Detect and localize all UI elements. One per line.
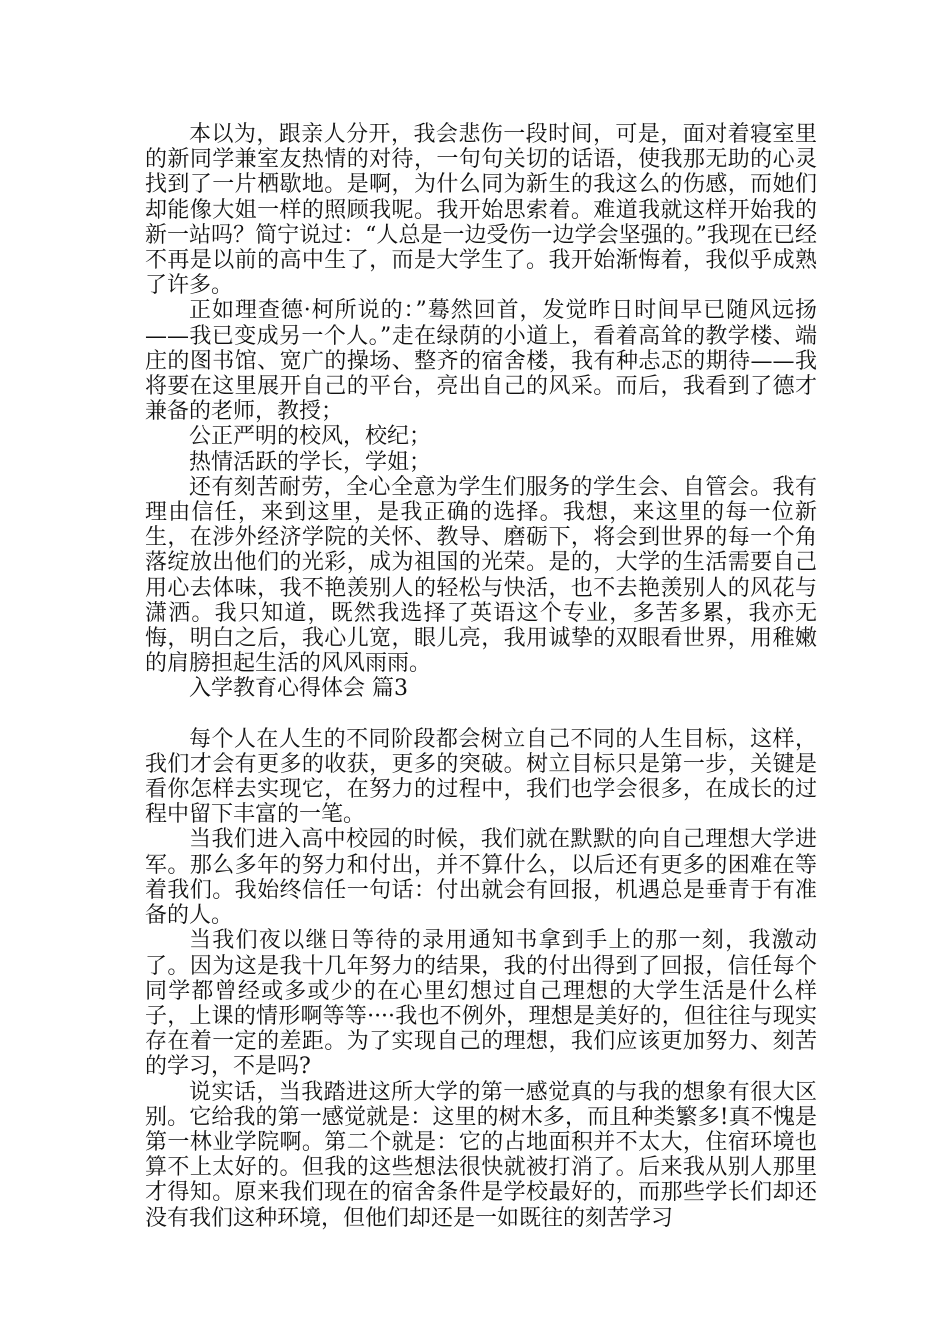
document-body	[145, 122, 817, 1231]
paragraph-8: 当我们夜以继日等待的录用通知书拿到手上的那一刻，我激动了。因为这是我十几年努力的结果，我的付出得到了回报，信任每个同学都曾经或多或少的在心里幻想过自己理想的大学生活是什么样子，上课的情形啊等等····我也不例外，理想是美好的，但往往与现实存在着一定的差距。为了实现自己的理想，我们应该更加努力、刻苦的学习，不是吗?	[145, 928, 817, 1080]
paragraph-3: 公正严明的校风，校纪；	[189, 424, 432, 450]
paragraph-1: 本以为，跟亲人分开，我会悲伤一段时间，可是，面对着寝室里的新同学兼室友热情的对待，一句句关切的话语，使我那无助的心灵找到了一片栖歇地。是啊，为什么同为新生的我这么的伤感，而她们却能像大姐一样的照顾我呢。我开始思索着。难道我就这样开始我的新一站吗？简宁说过：“人总是一边受伤一边学会坚强的。”我现在已经不再是以前的高中生了，而是大学生了。我开始渐悔着，我似乎成熟了许多。	[145, 122, 817, 299]
paragraph-5: 还有刻苦耐劳，全心全意为学生们服务的学生会、自管会。我有理由信任，来到这里，是我正确的选择。我想，来这里的每一位新生，在涉外经济学院的关怀、教导、磨砺下，将会到世界的每一个角落绽放出他们的光彩，成为祖国的光荣。是的，大学的生活需要自己用心去体味，我不艳羡别人的轻松与快活，也不去艳羡别人的风花与潇洒。我只知道，既然我选择了英语这个专业，多苦多累，我亦无悔，明白之后，我心儿宽，眼儿亮，我用诚挚的双眼看世界，用稚嫩的肩膀担起生活的风风雨雨。	[145, 474, 817, 677]
paragraph-6: 每个人在人生的不同阶段都会树立自己不同的人生目标，这样，我们才会有更多的收获，更多的突破。树立目标只是第一步，关键是看你怎样去实现它，在努力的过程中，我们也学会很多，在成长的过程中留下丰富的一笔。	[145, 726, 817, 828]
paragraph-4: 热情活跃的学长，学姐；	[189, 449, 432, 475]
paragraph-9: 说实话，当我踏进这所大学的第一感觉真的与我的想象有很大区别。它给我的第一感觉就是：这里的树木多，而且种类繁多!真不愧是第一林业学院啊。第二个就是：它的占地面积并不太大，住宿环境也算不上太好的。但我的这些想法很快就被打消了。后来我从别人那里才得知。原来我们现在的宿舍条件是学校最好的，而那些学长们却还没有我们这种环境，但他们却还是一如既往的刻苦学习	[145, 1079, 817, 1231]
paragraph-7: 当我们进入高中校园的时候，我们就在默默的向自己理想大学进军。那么多年的努力和付出，并不算什么，以后还有更多的困难在等着我们。我始终信任一句话：付出就会有回报，机遇总是垂青于有准备的人。	[145, 827, 817, 929]
paragraph-2: 正如理查德·柯所说的：”蓦然回首，发觉昨日时间早已随风远扬——我已变成另一个人。”走在绿荫的小道上，看着高耸的教学楼、端庄的图书馆、宽广的操场、整齐的宿舍楼，我有种忐忑的期待——我将要在这里展开自己的平台，亮出自己的风采。而后，我看到了德才兼备的老师，教授；	[145, 298, 817, 425]
section-heading: 入学教育心得体会 篇3	[189, 676, 408, 702]
blank-line	[145, 702, 817, 727]
